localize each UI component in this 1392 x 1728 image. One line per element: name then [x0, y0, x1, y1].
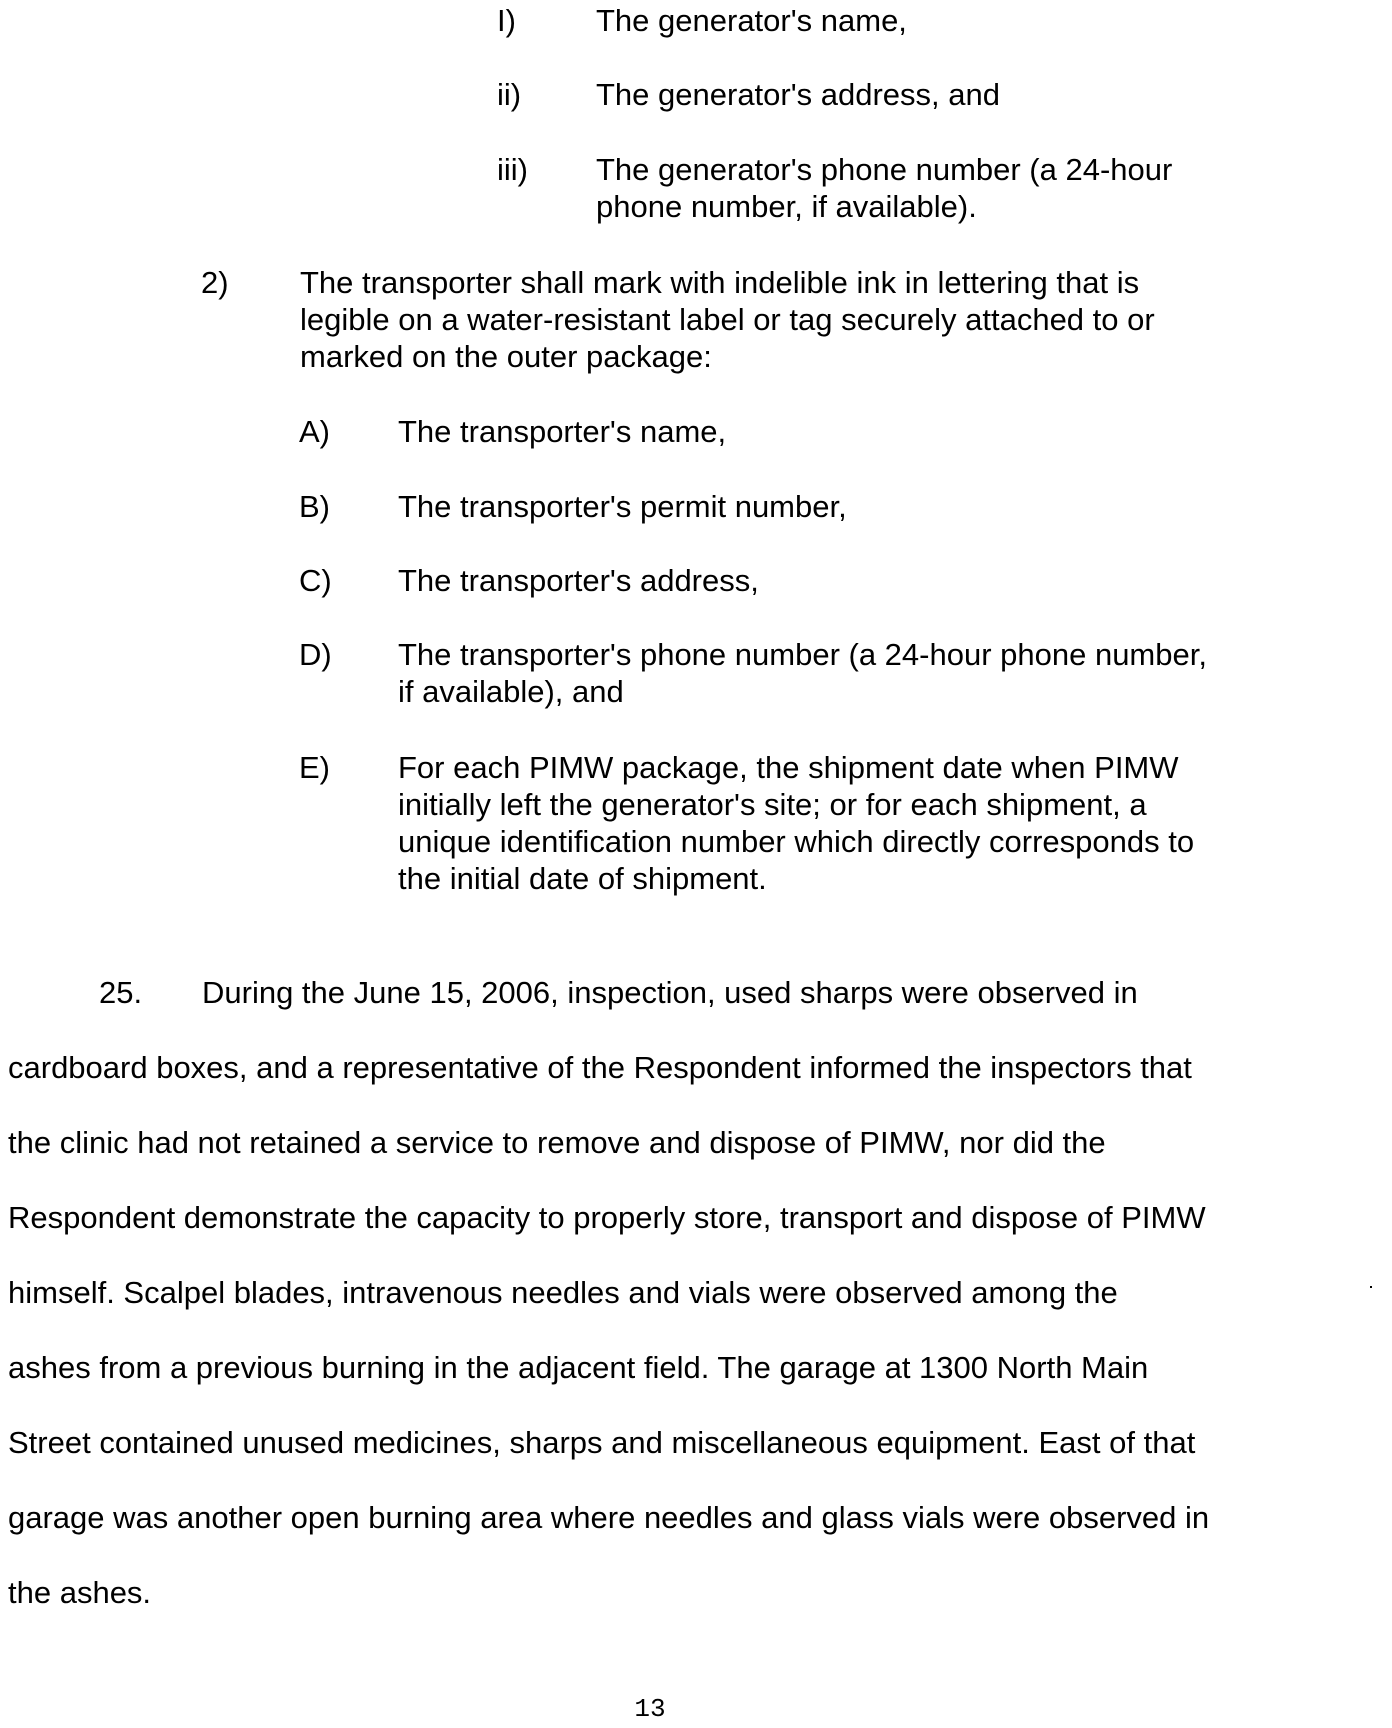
list-marker: D)	[299, 637, 332, 672]
paragraph-line: ashes from a previous burning in the adjacent field. The garage at 1300 North Main	[8, 1350, 1149, 1385]
list-marker: ii)	[497, 77, 522, 112]
list-item-text: The transporter's name,	[398, 414, 727, 449]
list-item-text: For each PIMW package, the shipment date when PIMW initially left the generator's site; or for each shipment, a unique identification number which directly corresponds to the initial date of shipment.	[398, 750, 1195, 896]
list-item-text: The transporter shall mark with indelible ink in lettering that is legible on a water-resistant label or tag securely attached to or marked on the outer package:	[300, 265, 1155, 374]
paragraph-line: cardboard boxes, and a representative of the Respondent informed the inspectors that	[8, 1050, 1192, 1085]
paragraph-line: himself. Scalpel blades, intravenous needles and vials were observed among the	[8, 1275, 1118, 1310]
list-item-text: The transporter's phone number (a 24-hour phone number, if available), and	[398, 637, 1207, 709]
list-marker: C)	[299, 563, 332, 598]
list-item-text: The generator's address, and	[596, 77, 1000, 112]
paragraph-number: 25.	[99, 975, 143, 1010]
list-item-text: The transporter's address,	[398, 563, 759, 598]
list-marker: E)	[299, 750, 330, 785]
list-marker: B)	[299, 489, 330, 524]
paragraph-line: the ashes.	[8, 1575, 152, 1610]
list-item-text: The generator's name,	[596, 3, 907, 38]
list-item-text: The transporter's permit number,	[398, 489, 847, 524]
paragraph-line: Respondent demonstrate the capacity to properly store, transport and dispose of PIMW	[8, 1200, 1206, 1235]
scan-artifact-dot	[1370, 1286, 1372, 1288]
list-marker: I)	[497, 3, 516, 38]
list-marker: iii)	[497, 152, 528, 187]
paragraph-line: garage was another open burning area where needles and glass vials were observed in	[8, 1500, 1210, 1535]
paragraph-line: Street contained unused medicines, sharps and miscellaneous equipment. East of that	[8, 1425, 1196, 1460]
page-number: 13	[634, 1694, 666, 1724]
list-item-text: The generator's phone number (a 24-hour phone number, if available).	[596, 152, 1173, 224]
list-marker: A)	[299, 414, 330, 449]
paragraph-line: During the June 15, 2006, inspection, used sharps were observed in	[202, 975, 1138, 1010]
list-marker: 2)	[201, 265, 229, 300]
paragraph-line: the clinic had not retained a service to remove and dispose of PIMW, nor did the	[8, 1125, 1106, 1160]
